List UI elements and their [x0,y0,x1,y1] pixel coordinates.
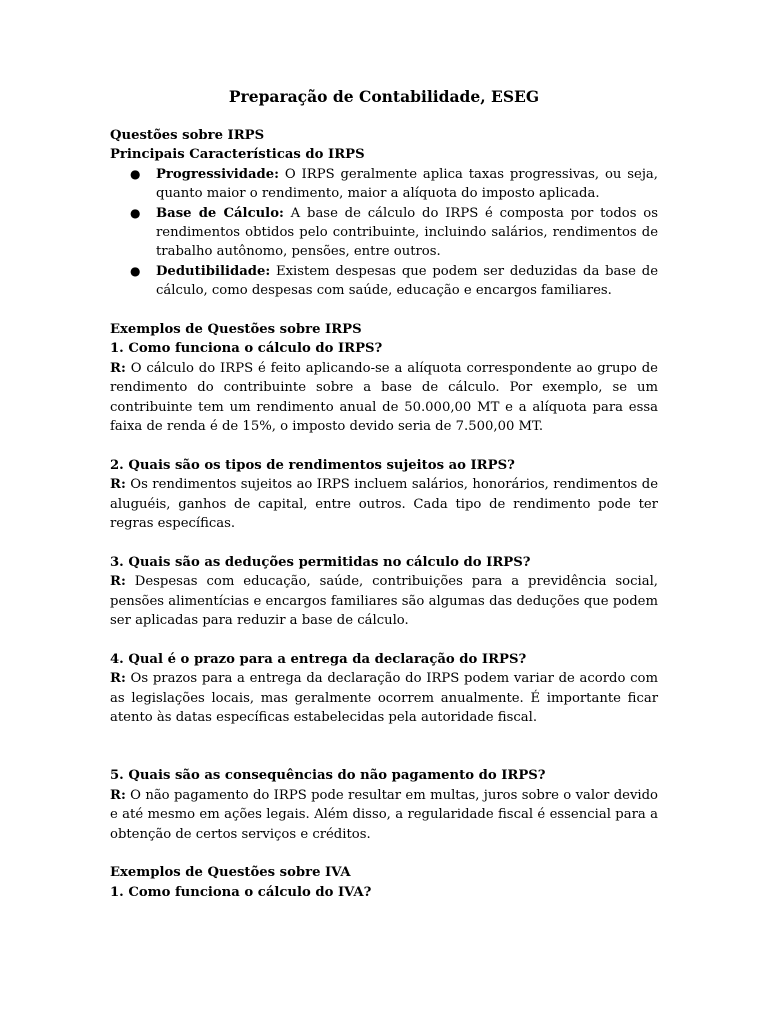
list-item [110,204,658,262]
irps-examples-heading: Exemplos de Questões sobre IRPS [110,322,362,338]
question-heading: 2. Quais são os tipos de rendimentos sujeitos ao IRPS? [110,457,515,473]
bullet-icon: ● [130,166,141,181]
answer-text: Os rendimentos sujeitos ao IRPS incluem salários, honorários, rendimentos de aluguéis, ganhos de capital, entre outros. Cada tipo de rendimento pode ter regras específicas. [110,477,658,532]
answer-paragraph [110,786,658,844]
feature-text: O IRPS geralmente aplica taxas progressivas, ou seja, quanto maior o rendimento, maior a alíquota do imposto aplicada. [156,166,658,202]
document-body [110,126,658,902]
spacer [110,301,658,320]
spacer [110,534,658,553]
question-heading: 5. Quais são as consequências do não pagamento do IRPS? [110,768,546,784]
answer-label: R: [110,671,126,687]
feature-term: Dedutibilidade: [156,263,271,279]
bullet-icon: ● [130,263,141,278]
answer-text: O cálculo do IRPS é feito aplicando-se a alíquota correspondente ao grupo de rendimento do contribuinte sobre a base de cálculo. Por exemplo, se um contribuinte tem um rendimento anual de 50.000,00 MT e a alíquota para essa faixa de renda é de 15%, o imposto devido seria de 7.500,00 MT. [110,360,658,435]
feature-term: Progressividade: [156,166,279,182]
irps-features-list [110,165,658,301]
answer-text: Os prazos para a entrega da declaração do IRPS podem variar de acordo com as legislações locais, mas geralmente ocorrem anualmente. É importante ficar atento às datas específicas estabelecidas pela autoridade fiscal. [110,671,658,726]
answer-text: Despesas com educação, saúde, contribuições para a previdência social, pensões alimentícias e encargos familiares são algumas das deduções que podem ser aplicadas para reduzir a base de cálculo. [110,574,658,629]
answer-label: R: [110,574,126,590]
irps-features-heading: Principais Características do IRPS [110,147,365,163]
answer-label: R: [110,477,126,493]
spacer [110,631,658,650]
answer-paragraph [110,572,658,630]
document-title: Preparação de Contabilidade, ESEG [228,87,540,106]
iva-examples-heading: Exemplos de Questões sobre IVA [110,865,351,881]
spacer [110,844,658,863]
answer-text: O não pagamento do IRPS pode resultar em multas, juros sobre o valor devido e até mesmo em ações legais. Além disso, a regularidade fiscal é essencial para a obtenção de certos serviços e créditos. [110,787,658,842]
spacer [110,436,658,455]
list-item [110,262,658,301]
feature-term: Base de Cálculo: [156,205,284,221]
question-heading: 3. Quais são as deduções permitidas no cálculo do IRPS? [110,554,531,570]
irps-section-heading: Questões sobre IRPS [110,128,265,143]
answer-paragraph [110,359,658,437]
list-item [110,165,658,204]
answer-label: R: [110,787,126,803]
answer-paragraph [110,669,658,727]
feature-text: Existem despesas que podem ser deduzidas da base de cálculo, como despesas com saúde, educação e encargos familiares. [156,263,658,299]
question-heading: 1. Como funciona o cálculo do IRPS? [110,341,383,357]
answer-paragraph [110,475,658,533]
question-heading: 1. Como funciona o cálculo do IVA? [110,884,372,900]
question-heading: 4. Qual é o prazo para a entrega da declaração do IRPS? [110,651,527,667]
feature-text: A base de cálculo do IRPS é composta por todos os rendimentos obtidos pelo contribuinte, incluindo salários, rendimentos de trabalho autônomo, pensões, entre outros. [156,205,658,260]
spacer [110,728,658,767]
answer-label: R: [110,360,126,376]
bullet-icon: ● [130,205,141,220]
